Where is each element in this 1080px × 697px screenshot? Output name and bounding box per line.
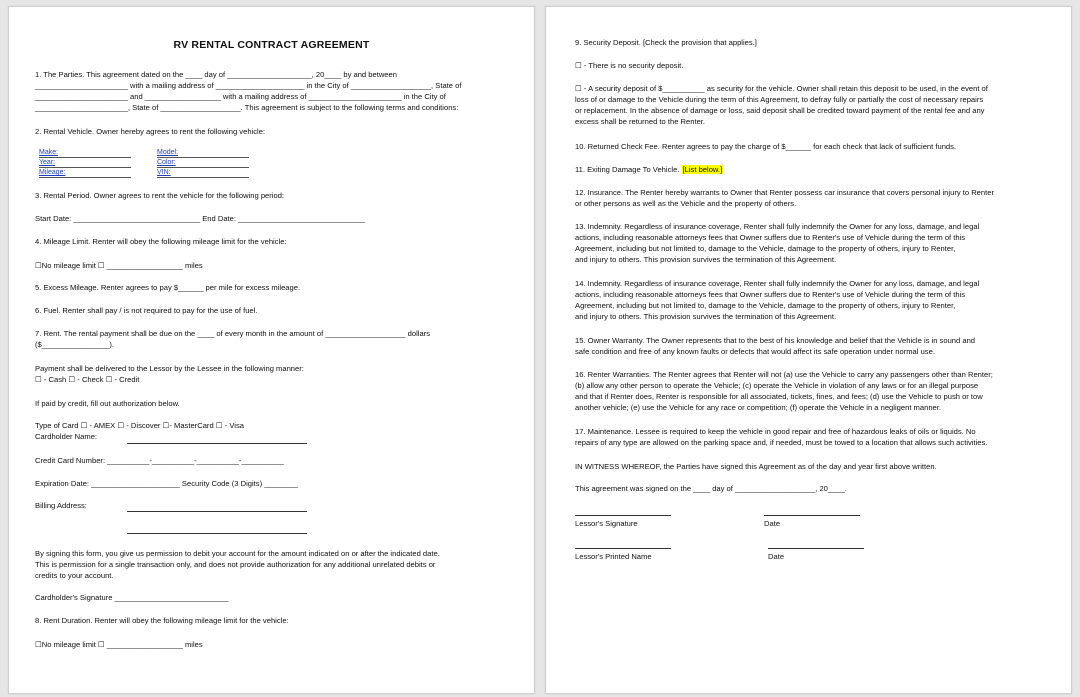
- lessor-printed-name-label: Lessor's Printed Name: [575, 552, 652, 561]
- signed-date-line[interactable]: This agreement was signed on the ____ day of ___________________, 20____.: [575, 484, 847, 493]
- document-title: RV RENTAL CONTRACT AGREEMENT: [173, 39, 370, 51]
- rent-duration-heading: 8. Rent Duration. Renter will obey the following mileage limit for the vehicle:: [35, 616, 289, 625]
- owner-warranty-line-1: 15. Owner Warranty. The Owner represents that to the best of his knowledge and belief that the Vehicle is in sound and: [575, 336, 976, 345]
- page-1: [8, 6, 535, 694]
- payment-intro: Payment shall be delivered to the Lessor by the Lessee in the following manner:: [35, 364, 304, 373]
- signature-date-label: Date: [764, 519, 781, 528]
- signature-date-line[interactable]: [764, 515, 860, 516]
- parties-line-1: 1. The Parties. This agreement dated on the ____ day of ____________________, 20____ by and between: [35, 70, 397, 79]
- indemnity-13-line-1: 13. Indemnity. Regardless of insurance coverage, Renter shall fully indemnify the Owner for any loss, damage, and legal: [575, 222, 980, 231]
- page-2: [545, 6, 1072, 694]
- mileage-options-2[interactable]: ☐No mileage limit ☐ __________________ miles: [35, 640, 203, 649]
- lessor-signature-label: Lessor's Signature: [575, 519, 638, 528]
- authorization-line-1: By signing this form, you give us permission to debit your account for the amount indicated on or after the indicated date.: [35, 549, 440, 558]
- vehicle-color-field[interactable]: Color:: [157, 158, 249, 168]
- vehicle-mileage-field[interactable]: Mileage:: [39, 168, 131, 178]
- excess-mileage: 5. Excess Mileage. Renter agrees to pay $______ per mile for excess mileage.: [35, 283, 301, 292]
- security-deposit-option-line-3: or replacement. In the absence of damage or loss, said deposit shall be credited toward payment of the rental fee and any: [575, 106, 985, 115]
- parties-line-3: ______________________ and __________________ with a mailing address of ______________________ in the City of: [35, 92, 446, 101]
- rent-line-1: 7. Rent. The rental payment shall be due on the ____ of every month in the amount of ___________________ dollars: [35, 329, 431, 338]
- rental-dates[interactable]: Start Date: ______________________________ End Date: ______________________________: [35, 214, 365, 223]
- indemnity-13-line-3: Agreement, including but not limited to, damage to the Vehicle, damage to the property of others, injury to Renter,: [575, 244, 956, 253]
- witness-clause: IN WITNESS WHEREOF, the Parties have signed this Agreement as of the day and year first above written.: [575, 462, 937, 471]
- vehicle-model-field[interactable]: Model:: [157, 148, 249, 158]
- renter-warranties-line-4: another vehicle; (e) use the Vehicle for any race or competition; (f) operate the Vehicle in a negligent manner.: [575, 403, 941, 412]
- security-deposit-option-line-4: excess shall be returned to the Renter.: [575, 117, 706, 126]
- lessor-printed-name-line[interactable]: [575, 548, 671, 549]
- mileage-limit-heading: 4. Mileage Limit. Renter will obey the following mileage limit for the vehicle:: [35, 237, 287, 246]
- rent-line-2: ($________________).: [35, 340, 114, 349]
- vehicle-vin-field[interactable]: VIN:: [157, 168, 249, 178]
- indemnity-13-line-4: and injury to others. This provision survives the termination of this Agreement.: [575, 255, 837, 264]
- indemnity-14-line-4: and injury to others. This provision survives the termination of this Agreement.: [575, 312, 837, 321]
- renter-warranties-line-3: and that if Renter does, Renter is responsible for all associated, tickets, fines, and fees; (d) use the Vehicle to push or tow: [575, 392, 983, 401]
- maintenance-line-2: repairs of any type are allowed on the parking space and, if needed, must be towed to a location that allows such activities.: [575, 438, 988, 447]
- rental-vehicle-heading: 2. Rental Vehicle. Owner hereby agrees to rent the following vehicle:: [35, 127, 266, 136]
- billing-address-label: Billing Address:: [35, 501, 87, 510]
- indemnity-14-line-1: 14. Indemnity. Regardless of insurance coverage, Renter shall fully indemnify the Owner for any loss, damage, and legal: [575, 279, 980, 288]
- parties-line-2: ______________________ with a mailing address of _____________________ in the City of ___________________, State of: [35, 81, 462, 90]
- rental-period-heading: 3. Rental Period. Owner agrees to rent the vehicle for the following period:: [35, 191, 285, 200]
- indemnity-13-line-2: actions, including reasonable attorneys fees that Owner suffers due to Renter's use of Vehicle during the term of this: [575, 233, 966, 242]
- credit-intro: If paid by credit, fill out authorization below.: [35, 399, 180, 408]
- printed-name-date-line[interactable]: [768, 548, 864, 549]
- indemnity-14-line-3: Agreement, including but not limited to, damage to the Vehicle, damage to the property of others, injury to Renter,: [575, 301, 956, 310]
- expiration-date[interactable]: Expiration Date: _____________________ Security Code (3 Digits) ________: [35, 479, 299, 488]
- authorization-line-3: credits to your account.: [35, 571, 114, 580]
- returned-check-fee: 10. Returned Check Fee. Renter agrees to pay the charge of $______ for each check that lack of sufficient funds.: [575, 142, 957, 151]
- cardholder-name-label: Cardholder Name:: [35, 432, 98, 441]
- billing-address-line-2[interactable]: [127, 533, 307, 534]
- existing-damage-heading: 11. Exiting Damage To Vehicle.: [575, 165, 680, 174]
- existing-damage-line: [575, 165, 723, 175]
- renter-warranties-line-2: (b) allow any other person to operate the Vehicle; (c) operate the Vehicle in violation of any laws or for an illegal purpose: [575, 381, 979, 390]
- security-deposit-heading: 9. Security Deposit. [Check the provision that applies.]: [575, 38, 757, 47]
- insurance-line-2: or other persons as well as the Vehicle and the property of others.: [575, 199, 797, 208]
- card-type-options[interactable]: Type of Card ☐ - AMEX ☐ - Discover ☐- MasterCard ☐ - Visa: [35, 421, 244, 430]
- owner-warranty-line-2: safe condition and free of any known faults or defects that would affect its safe operation under normal use.: [575, 347, 935, 356]
- parties-line-4: ______________________, State of ___________________. This agreement is subject to the following terms and conditions:: [35, 103, 459, 112]
- mileage-options[interactable]: ☐No mileage limit ☐ __________________ miles: [35, 261, 203, 270]
- cardholder-signature[interactable]: Cardholder's Signature ___________________________: [35, 593, 229, 602]
- list-below-highlight: [List below.]: [682, 165, 723, 174]
- payment-options[interactable]: ☐ - Cash ☐ - Check ☐ - Credit: [35, 375, 140, 384]
- vehicle-make-field[interactable]: Make:: [39, 148, 131, 158]
- no-security-deposit-option[interactable]: ☐ - There is no security deposit.: [575, 61, 684, 70]
- insurance-line-1: 12. Insurance. The Renter hereby warrants to Owner that Renter possess car insurance that covers personal injury to Renter: [575, 188, 994, 197]
- renter-warranties-line-1: 16. Renter Warranties. The Renter agrees that Renter will not (a) use the Vehicle to carry any passengers other than Renter;: [575, 370, 993, 379]
- fuel-clause: 6. Fuel. Renter shall pay / is not required to pay for the use of fuel.: [35, 306, 258, 315]
- card-number[interactable]: Credit Card Number: __________-__________-__________-__________: [35, 456, 284, 465]
- authorization-line-2: This is permission for a single transaction only, and does not provide authorization for any additional unrelated debits or: [35, 560, 436, 569]
- cardholder-name-line[interactable]: [127, 443, 307, 444]
- billing-address-line-1[interactable]: [127, 511, 307, 512]
- vehicle-year-field[interactable]: Year:: [39, 158, 131, 168]
- security-deposit-option-line-1[interactable]: ☐ - A security deposit of $__________ as security for the vehicle. Owner shall retain this deposit to be used, in the event of: [575, 84, 988, 93]
- printed-name-date-label: Date: [768, 552, 785, 561]
- indemnity-14-line-2: actions, including reasonable attorneys fees that Owner suffers due to Renter's use of Vehicle during the term of this: [575, 290, 966, 299]
- security-deposit-option-line-2: loss of or damage to the Vehicle during the term of this Agreement, to defray fully or partially the cost of necessary repairs: [575, 95, 984, 104]
- maintenance-line-1: 17. Maintenance. Lessee is required to keep the vehicle in good repair and free of hazardous leaks of oils or liquids. No: [575, 427, 976, 436]
- lessor-signature-line[interactable]: [575, 515, 671, 516]
